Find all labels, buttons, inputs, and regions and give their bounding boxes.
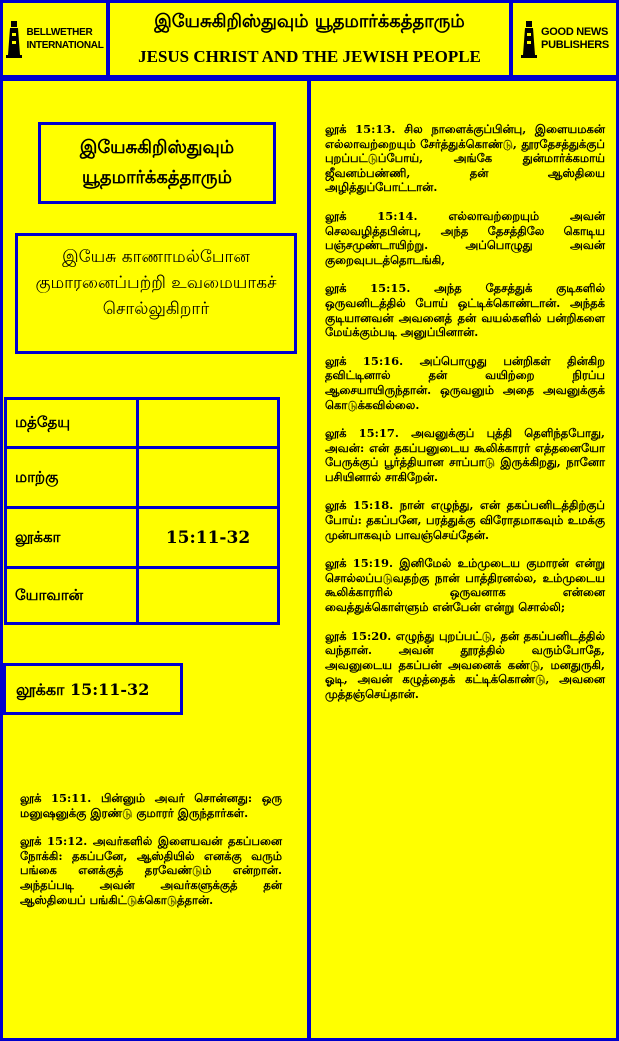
- verse: லூக் 15:13. சில நாளைக்குப்பின்பு, இளையமகன் எல்லாவற்றையும் சேர்த்துக்கொண்டு, தூரதேசத்துக்குப் புறப்பட்டுப்போய், அங்கே துன்மார்க்கமாய் ஜீவனம்பண்ணி, தன் ஆஸ்தியை அழித்துப்போட்டான்.: [325, 122, 605, 195]
- verse: லூக் 15:20. எழுந்து புறப்பட்டு, தன் தகப்பனிடத்தில் வந்தான். அவன் தூரத்தில் வரும்போதே, அவனுடைய தகப்பன் அவனைக் கண்டு, மனதுருகி, ஓடி, அவன் கழுத்தைக் கட்டிக்கொண்டு, அவனை முத்தஞ்செய்தான்.: [325, 628, 605, 701]
- verse: லூக் 15:11. பின்னும் அவர் சொன்னது: ஒரு மனுஷனுக்கு இரண்டு குமாரர் இருந்தார்கள்.: [20, 791, 282, 820]
- passage-label: [3, 663, 183, 715]
- gospel-name: யோவான்: [6, 568, 138, 624]
- topic-box: [38, 122, 276, 204]
- gospel-ref: 15:11-32: [138, 508, 279, 568]
- left-verses: [20, 791, 282, 921]
- subtitle-box: [15, 233, 297, 354]
- gospel-ref: [138, 448, 279, 508]
- gospel-reference-table: [4, 397, 280, 625]
- goodnews-line2: PUBLISHERS: [541, 39, 609, 51]
- lighthouse-icon: [520, 19, 538, 59]
- verse: லூக் 15:12. அவர்களில் இளையவன் தகப்பனை நோக்கி: தகப்பனே, ஆஸ்தியில் எனக்கு வரும் பங்கை எனக்குத் தரவேண்டும் என்றான். அந்தப்படி அவன் அவர்களுக்குத் தன் ஆஸ்தியைப் பங்கிட்டுக்கொடுத்தான்.: [20, 834, 282, 907]
- goodnews-line1: GOOD NEWS: [541, 26, 609, 38]
- bellwether-line1: BELLWETHER: [26, 27, 93, 38]
- verse: லூக் 15:19. இனிமேல் உம்முடைய குமாரன் என்று சொல்லப்படுவதற்கு நான் பாத்திரனல்ல, உம்முடைய கூலிக்காரரில் ஒருவனாக என்னை வைத்துக்கொள்ளும் என்பேன் என்று சொல்லி;: [325, 556, 605, 615]
- bellwether-line2: INTERNATIONAL: [26, 40, 104, 51]
- title-english: JESUS CHRIST AND THE JEWISH PEOPLE: [138, 47, 481, 66]
- gospel-name: மாற்கு: [6, 448, 138, 508]
- verse: லூக் 15:15. அந்த தேசத்துக் குடிகளில் ஒருவனிடத்தில் போய் ஒட்டிக்கொண்டான். அந்தக் குடியானவன் அவனைத் தன் வயல்களில் பன்றிகளை மேய்க்கும்படி அனுப்பினான்.: [325, 281, 605, 340]
- title-banner: [110, 3, 509, 75]
- goodnews-logo: [513, 3, 616, 75]
- gospel-name: மத்தேயு: [6, 399, 138, 448]
- topic-box-text: இயேசுகிறிஸ்துவும் யூதமார்க்கத்தாரும்: [79, 137, 235, 188]
- verse: லூக் 15:18. நான் எழுந்து, என் தகப்பனிடத்திற்குப் போய்: தகப்பனே, பரத்துக்கு விரோதமாகவும் உமக்கு முன்பாகவும் பாவஞ்செய்தேன்.: [325, 498, 605, 542]
- subtitle-box-text: இயேசு காணாமல்போன குமாரனைப்பற்றி உவமையாகச் சொல்லுகிறார்: [35, 247, 277, 319]
- gospel-row: [6, 568, 279, 624]
- gospel-row: [6, 399, 279, 448]
- bellwether-logo: [3, 3, 106, 75]
- gospel-ref: [138, 399, 279, 448]
- verse: லூக் 15:14. எல்லாவற்றையும் அவன் செலவழித்தபின்பு, அந்த தேசத்திலே கொடிய பஞ்சமுண்டாயிற்று. அப்பொழுது அவன் குறைவுபடத்தொடங்கி,: [325, 208, 605, 267]
- title-tamil: இயேசுகிறிஸ்துவும் யூதமார்க்கத்தாரும்: [154, 11, 465, 32]
- verse: லூக் 15:16. அப்பொழுது பன்றிகள் தின்கிற தவிட்டினால் தன் வயிற்றை நிரப்ப ஆசையாயிருந்தான். ஒருவனும் அதை அவனுக்குக் கொடுக்கவில்லை.: [325, 353, 605, 412]
- right-verses: [325, 122, 605, 716]
- gospel-name: லூக்கா: [6, 508, 138, 568]
- passage-label-text: லூக்கா 15:11-32: [16, 680, 150, 699]
- gospel-row: [6, 508, 279, 568]
- verse: லூக் 15:17. அவனுக்குப் புத்தி தெளிந்தபோது, அவன்: என் தகப்பனுடைய கூலிக்காரர் எத்தனையோ பேருக்குப் பூர்த்தியான சாப்பாடு இருக்கிறது, நானோ பசியினால் சாகிறேன்.: [325, 426, 605, 484]
- lighthouse-icon: [5, 19, 23, 59]
- gospel-ref: [138, 568, 279, 624]
- gospel-row: [6, 448, 279, 508]
